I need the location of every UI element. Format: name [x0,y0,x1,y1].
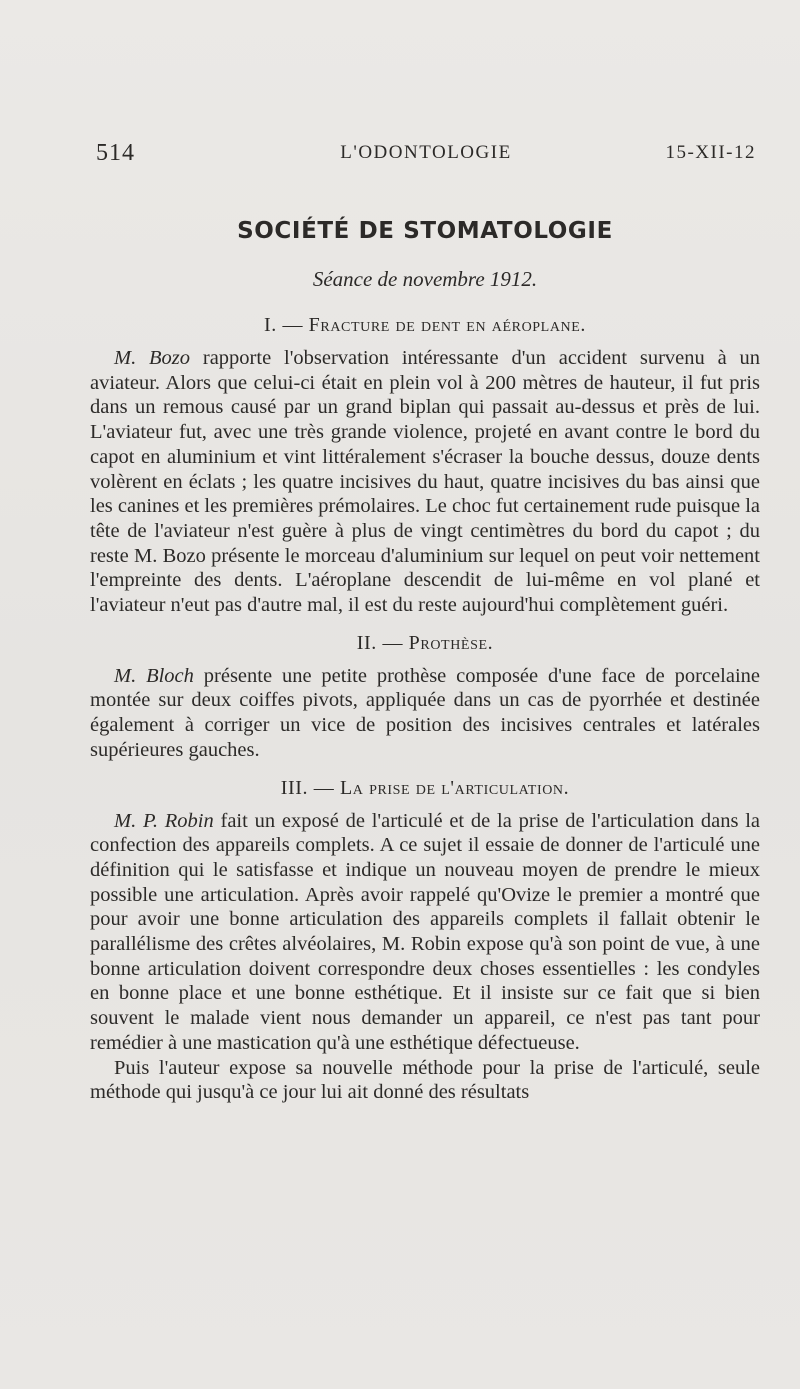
section-paragraph-3-continuation: Puis l'auteur expose sa nouvelle méthode pour la prise de l'articulé, seule méthode qui jusqu'à ce jour lui ait donné des résultats [90,1056,760,1104]
author-name: M. Bozo [114,347,191,369]
section-paragraph-1 [90,346,760,618]
journal-title: L'ODONTOLOGIE [340,142,512,163]
paragraph-text: fait un exposé de l'articulé et de la prise de l'articulation dans la confection des appareils complets. A ce sujet il essaie de donner de l'articulé une définition qui le satisfasse et indique un nouveau moyen de prendre le mieux possible une articulation. Après avoir rappelé qu'Ovize le premier a montré que pour avoir une bonne articulation des appareils complets il fallait obtenir le parallélisme des crêtes alvéolaires, M. Robin expose qu'à son point de vue, à une bonne articulation doivent correspondre deux choses essentielles : les condyles en bonne place et une bonne esthétique. Et il insiste sur ce fait que si bien souvent le malade vient nous demander un appareil, ce n'est pas tant pour remédier à une mastication qu'à une esthétique défectueuse. [90,809,760,1054]
author-name: M. Bloch [114,664,194,687]
author-name: M. P. Robin [114,809,214,832]
article-body [90,214,760,1105]
issue-date: 15-XII-12 [665,142,756,163]
section-heading-3: III. — La prise de l'articulation. [280,776,570,799]
paragraph-text: présente une petite prothèse composée d'une face de porcelaine montée sur deux coiffes pivots, appliquée dans un cas de pyorrhée et destinée également à corriger un vice de position des incisives centrales et latérales supérieures gauches. [90,664,760,761]
page-number: 514 [96,140,135,166]
paragraph-text: rapporte l'observation intéressante d'un accident survenu à un aviateur. Alors que celui-ci était en plein vol à 200 mètres de hauteur, il fut pris dans un remous causé par un grand biplan qui passait au-dessus et près de lui. L'aviateur fut, avec une très grande violence, projeté en avant contre le bord du capot en aluminium et vint littéralement s'écraser la bouche dessus, douze dents volèrent en éclats ; les quatre incisives du haut, quatre incisives du bas ainsi que les canines et les premières prémolaires. Le choc fut certainement rude puisque la tête de l'aviateur n'est guère à plus de vingt centimètres du bord du capot ; du reste M. Bozo présente le morceau d'aluminium sur lequel on peut voir nettement l'empreinte des dents. L'aéroplane descendit de lui-même en vol plané et l'aviateur n'eut pas d'autre mal, il est du reste aujourd'hui complètement guéri. [90,347,761,617]
article-title: SOCIÉTÉ DE STOMATOLOGIE [237,218,613,244]
section-heading-1: I. — Fracture de dent en aéroplane. [264,314,586,336]
section-paragraph-2 [90,664,760,763]
session-line: Séance de novembre 1912. [312,267,538,291]
section-paragraph-3 [90,809,760,1056]
section-heading-2: II. — Prothèse. [356,631,494,654]
running-head [96,140,756,172]
